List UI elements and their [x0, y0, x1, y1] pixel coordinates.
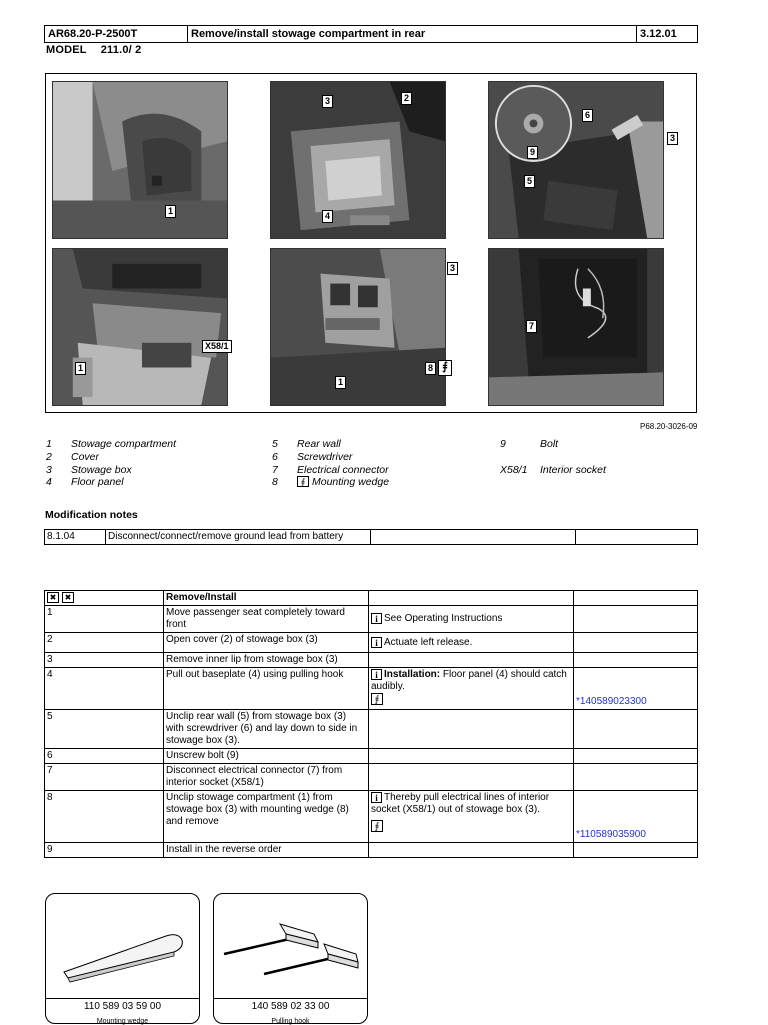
remove-icon: ✖	[47, 592, 59, 603]
step-number: 4	[45, 668, 164, 710]
callout-1: 1	[75, 362, 86, 375]
callout-7: 7	[526, 320, 537, 333]
step-action: Move passenger seat completely toward front	[164, 606, 369, 633]
table-row	[45, 530, 698, 545]
legend-item: 4 Floor panel	[46, 476, 124, 489]
figure-code: P68.20-3026-09	[640, 422, 698, 431]
photo-compartment-removed	[52, 248, 228, 406]
legend-column-3	[500, 438, 606, 476]
callout-3: 3	[322, 95, 333, 108]
document-version: 3.12.01	[640, 28, 677, 40]
modification-notes-heading: Modification notes	[45, 509, 138, 521]
install-icon: ✖	[62, 592, 74, 603]
tool-name: Mounting wedge	[96, 1018, 149, 1025]
document-header	[44, 25, 698, 43]
photo-electrical-connector	[488, 248, 664, 406]
callout-2: 2	[401, 92, 412, 105]
photo-bolt-screwdriver	[488, 81, 664, 239]
table-row	[45, 791, 698, 843]
modification-notes-table	[44, 529, 698, 545]
info-icon: i	[371, 669, 382, 680]
step-number: 5	[45, 710, 164, 749]
step-number: 7	[45, 764, 164, 791]
table-row	[45, 606, 698, 633]
legend-item: 6 Screwdriver	[272, 450, 353, 463]
step-action: Unclip rear wall (5) from stowage box (3) with screwdriver (6) and lay down to side in stowage box (3).	[164, 710, 369, 749]
pulling-hook-illustration	[214, 894, 368, 998]
callout-6: 6	[582, 109, 593, 122]
callout-1: 1	[165, 205, 176, 218]
special-tool-icon: ⨎	[371, 820, 383, 832]
mod-ref-link[interactable]: 8.1.04	[45, 530, 106, 545]
legend-item: X58/1 Interior socket	[500, 463, 606, 476]
legend-item: 7 Electrical connector	[272, 463, 389, 476]
mounting-wedge-icon: ⨎	[438, 360, 452, 376]
steps-table	[44, 590, 698, 858]
photo-rear-seat	[52, 81, 228, 239]
table-row	[45, 710, 698, 749]
step-note: i Installation: Floor panel (4) should catch audibly. ⨎	[369, 668, 574, 710]
tool-part-number: 140 589 02 33 00	[214, 998, 367, 1015]
tool-card-mounting-wedge[interactable]	[45, 893, 200, 1024]
model-line	[46, 44, 155, 56]
callout-5: 5	[524, 175, 535, 188]
step-note: i See Operating Instructions	[369, 606, 574, 633]
table-row	[45, 749, 698, 764]
legend-item: 2 Cover	[46, 450, 100, 463]
document-id: AR68.20-P-2500T	[45, 26, 188, 42]
callout-1: 1	[335, 376, 346, 389]
table-row	[45, 633, 698, 653]
callout-9: 9	[527, 146, 538, 159]
step-action: Unscrew bolt (9)	[164, 749, 369, 764]
special-tool-icon: ⨎	[371, 693, 383, 705]
column-header-remove-install: Remove/Install	[164, 591, 369, 606]
step-action: Pull out baseplate (4) using pulling hook	[164, 668, 369, 710]
step-action: Unclip stowage compartment (1) from stowage box (3) with mounting wedge (8) and remove	[164, 791, 369, 843]
step-number: 9	[45, 843, 164, 858]
tool-name: Pulling hook	[271, 1018, 310, 1025]
step-action: Remove inner lip from stowage box (3)	[164, 653, 369, 668]
model-value: 211.0/ 2	[100, 44, 142, 56]
tool-link[interactable]: *140589023300	[576, 696, 647, 707]
table-row	[45, 668, 698, 710]
document-title: Remove/install stowage compartment in rear	[188, 26, 637, 42]
step-number: 8	[45, 791, 164, 843]
tool-part-number: 110 589 03 59 00	[46, 998, 199, 1015]
legend-item: 5 Rear wall	[272, 438, 341, 450]
legend-item: 3 Stowage box	[46, 463, 132, 476]
step-number: 3	[45, 653, 164, 668]
legend-item	[500, 451, 606, 464]
callout-8: 8	[425, 362, 436, 375]
table-row	[45, 653, 698, 668]
callout-4: 4	[322, 210, 333, 223]
mounting-wedge-illustration	[46, 894, 200, 998]
step-note: i Actuate left release.	[369, 633, 574, 653]
step-number: 1	[45, 606, 164, 633]
tool-link[interactable]: *110589035900	[576, 829, 646, 840]
info-icon: i	[371, 637, 382, 648]
callout-3: 3	[667, 132, 678, 145]
photo-rear-vents	[270, 248, 446, 406]
table-row	[45, 764, 698, 791]
model-label: MODEL	[46, 44, 87, 56]
legend-item: 8 ⨎ Mounting wedge	[272, 476, 390, 489]
step-action: Disconnect electrical connector (7) from interior socket (X58/1)	[164, 764, 369, 791]
table-row	[45, 843, 698, 858]
info-icon: i	[371, 613, 382, 624]
step-number: 6	[45, 749, 164, 764]
info-icon: i	[371, 792, 382, 803]
photo-stowage-box-open	[270, 81, 446, 239]
step-action: Open cover (2) of stowage box (3)	[164, 633, 369, 653]
step-number: 2	[45, 633, 164, 653]
step-note: i Thereby pull electrical lines of interior socket (X58/1) out of stowage box (3). ⨎	[369, 791, 574, 843]
table-header-row	[45, 591, 698, 606]
callout-3: 3	[447, 262, 458, 275]
legend-item: 9 Bolt	[500, 438, 559, 450]
step-action: Install in the reverse order	[164, 843, 369, 858]
mod-text: Disconnect/connect/remove ground lead from battery	[106, 530, 371, 545]
legend-column-1	[46, 438, 176, 489]
callout-x58-1: X58/1	[202, 340, 232, 353]
legend-column-2	[272, 438, 389, 489]
tool-card-pulling-hook[interactable]	[213, 893, 368, 1024]
mounting-wedge-icon: ⨎	[297, 476, 309, 487]
legend-item: 1 Stowage compartment	[46, 438, 177, 450]
